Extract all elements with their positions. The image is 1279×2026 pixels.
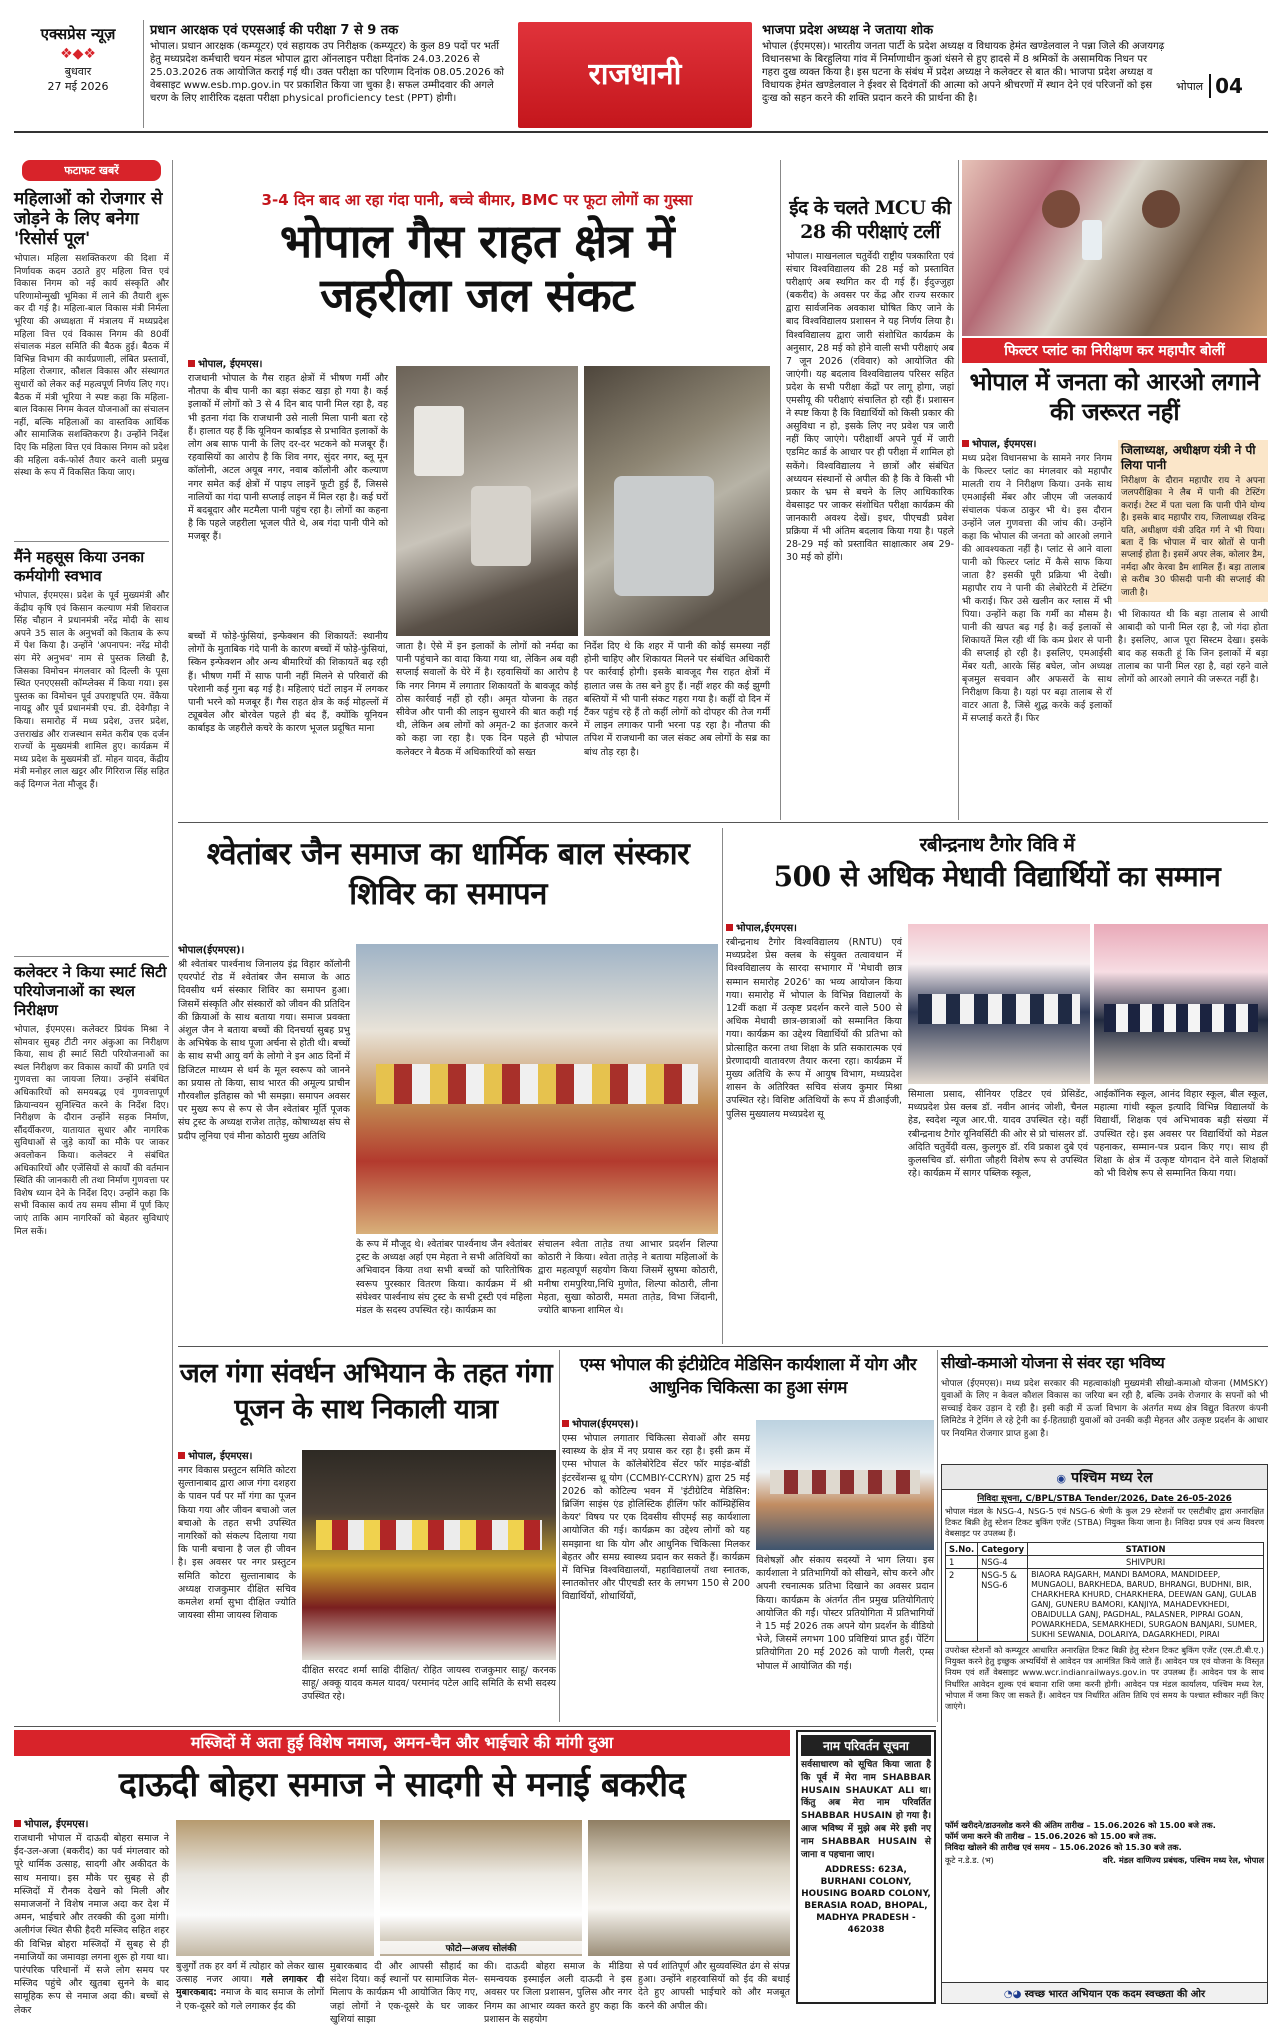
name-change-address: ADDRESS: 623A, BURHANI COLONY, HOUSING BOARD COLONY, BERASIA ROAD, BHOPAL, MADHYA PRADESH - 462038 [801,1865,931,1936]
top-right-headline: भाजपा प्रदेश अध्यक्ष ने जताया शोक [762,23,934,38]
section-rule [178,1346,1268,1347]
lead-body-c: निर्देश दिए थे कि शहर में पानी की कोई समस्या नहीं होनी चाहिए और शिकायत मिलने पर संबंधित अधिकारी पर कार्रवाई होगी। इसके बावजूद गैस राहत क्षेत्रों में हालात जस के तस बने हुए हैं। नहीं शहर की कई झुग्गी बस्तियों में भी पानी संकट गहरा गया है। कहीं दो दिन में टैंकर पहुंच रहे हैं तो कहीं लोगों को दोपहर की तेज गर्मी में लाइन लगाकर पानी भरना पड़ रहा है। नौतपा की तपिश में राजधानी का जल संकट अब लोगों के सब्र का बांध तोड़ रहा है। [584,641,770,758]
rntu-byline-text: भोपाल,ईएमएस। [736,923,797,934]
jain-col-1 [178,942,350,1342]
ganga-byline-text: भोपाल, ईएमएस। [188,1451,253,1462]
top-right-story [762,20,1167,130]
masthead-divider-left [143,20,144,128]
rail-station-table [945,1542,1264,1642]
left-story-3-headline: कलेक्टर ने किया स्मार्ट सिटी परियोजनाओं का स्थल निरीक्षण [14,963,167,1019]
rail-table-wrap [942,1542,1267,1642]
lead-photo-left [396,366,578,636]
rail-sign: वरि. मंडल वाणिज्य प्रबंधक, पश्चिम मध्य रेल, भोपाल [1102,1855,1264,1865]
jain-story [178,828,718,940]
rail-th-category: Category [978,1543,1028,1556]
mayor-side-headline: जिलाध्यक्ष, अधीक्षण यंत्री ने पी लिया पानी [1121,443,1256,472]
byline-marker-icon [962,440,969,447]
page-number: 04 [1209,74,1243,98]
lead-kicker: 3-4 दिन बाद आ रहा गंदा पानी, बच्चे बीमार, BMC पर फूटा लोगों का गुस्सा [261,191,693,209]
bohra-col-3 [330,1960,478,2025]
bohra-col-5 [638,1960,790,2012]
byline-marker-icon [188,360,195,367]
masthead-bottom-rule [14,131,1268,133]
mayor-col-2 [1118,440,1268,818]
bohra-body-d: की। दाऊदी बोहरा समाज के मीडिया समन्वयक इस्माईल अली दाऊदी ने इस अवसर पर जिला प्रशासन, पुलिस और नगर निगम का आभार व्यक्त करते हुए कहा कि प्रशासन के सहयोग [484,1961,632,2025]
swachh-bharat-icon: ◔◕ [1003,1989,1022,2000]
column-divider [172,160,173,1565]
left-column [14,160,169,1565]
left-story-1-headline: महिलाओं को रोजगार से जोड़ने के लिए बनेगा 'रिसोर्स पूल' [14,189,163,249]
top-right-body: भोपाल (ईएमएस)। भारतीय जनता पार्टी के प्रदेश अध्यक्ष व विधायक हेमंत खण्डेलवाल ने पन्ना जिले की अजयगढ़ विधानसभा के बिरहुलिया गांव में निर्माणाधीन कुआं धंसने से हुए हादसे में 8 श्रमिकों के असामयिक निधन पर गहरा दुख व्यक्त किया है। इस घटना के संबंध में प्रदेश अध्यक्ष ने कलेक्टर से बात की। भाजपा प्रदेश अध्यक्ष व विधायक हेमंत खण्डेलवाल ने ईश्वर से दिवंगतों की आत्मा को अपने श्रीचरणों में स्थान देने एवं परिजनों को इस दुःख को सहन करने की शक्ति प्रदान करने की प्रार्थना की है। [762,41,1165,104]
rntu-story [726,828,1268,920]
bohra-photo-panel [380,1820,582,1956]
table-row [946,1556,1264,1569]
devotees-group [316,1520,542,1550]
name-change-title: नाम परिवर्तन सूचना [801,1735,931,1756]
bohra-byline-text: भोपाल, ईएमएस। [24,1819,89,1830]
jain-headline: श्वेतांबर जैन समाज का धार्मिक बाल संस्कार शिविर का समापन [206,836,690,912]
aiims-body-b: विशेषज्ञों और संकाय सदस्यों ने भाग लिया। इस कार्यशाला ने प्रतिभागियों को सीखने, सोच करने और अपनी रचनात्मक प्रतिभा दिखाने का अवसर प्रदान किया। कार्यक्रम के अंतर्गत तीन प्रमुख प्रतियोगिताएं आयोजित की गईं। पोस्टर प्रतियोगिता में प्रतिभागियों ने 15 मई 2026 तक अपने योग प्रदर्शन के वीडियो भेजे, जिसमें लगभग 100 प्रविष्टियां प्राप्त हुईं। पेंटिंग प्रतियोगिता 20 मई 2026 को पाणी गैलरी, एम्स भोपाल में आयोजित की गई। [756,1555,934,1672]
rail-body: उपरोक्त स्टेशनों को कम्प्यूटर आधारित अनारक्षित टिकट बिक्री हेतु स्टेशन टिकट बुकिंग एजेंट (एस.टी.बी.ए.) नियुक्त करने हेतु इच्छुक अभ्यर्थियों से आवेदन पत्र आमंत्रित किये जाते हैं। आवेदन पत्र एवं योजना के विस्तृत नियम एवं शर्तें वेबसाइट www.wcr.indianrailways.gov.in पर उपलब्ध हैं। आवेदन पत्र के साथ निर्धारित आवेदन शुल्क एवं बयाना राशि जमा करनी होगी। आवेदन पत्र मंडल कार्यालय, पश्चिम मध्य रेल, भोपाल में जमा किए जा सकते हैं। आवेदन पत्र निर्धारित अंतिम तिथि एवं समय के पश्चात स्वीकार नहीं किए जाएंगे। [945,1645,1264,1712]
mayor-caption-banner: फिल्टर प्लांट का निरीक्षण कर महापौर बोलीं [962,338,1267,363]
bohra-kicker: मस्जिदों में अता हुई विशेष नमाज, अमन-चैन और भाईचारे की मांगी दुआ [190,1733,614,1752]
bohra-headline-box [14,1758,790,1814]
table-row [946,1569,1264,1642]
rail-cell: BIAORA RAJGARH, MANDI BAMORA, MANDIDEEP, MUNGAOLI, BARKHEDA, BARUD, BHRANGI, BUDHNI, BIR, CHARKHERA KHURD, CHARKHERA, DEEWAN GANJ, GULAB GANJ, GUNERU BAMORI, KANJIYA, MAHADEVKHEDI, OBAIDULLA GANJ, PAGDHAL, PALASNER, PIPRAI GOAN, POWARKHEDA, SEMARKHEDI, SURGAON BANJARI, SUMER, SUKHI SEWANIA, DOLARIYA, DAGARKHEDI, PIRAI [1028,1569,1264,1642]
attendees-group [770,1470,920,1494]
rail-footer [942,1982,1267,2003]
mayor-headline: भोपाल में जनता को आरओ लगाने की जरूरत नहीं [969,367,1260,426]
lead-col-3 [584,640,770,812]
rail-date-2: फॉर्म जमा करने की तारीख – 15.06.2026 को 15.00 बजे तक. [945,1831,1157,1841]
quick-news-tag: फटाफट खबरें [22,160,161,181]
mayor-photo [962,160,1267,336]
day-label: बुधवार [64,65,92,78]
bohra-col-4 [484,1960,632,2025]
bohra-photo-panel [588,1820,790,1956]
jain-byline-text: भोपाल(ईएमएस)। [178,945,245,956]
sikho-story [941,1352,1268,1464]
aiims-col-1 [562,1416,750,1720]
masthead [0,0,1279,130]
rntu-byline [726,920,902,934]
left-story-3-body: भोपाल, ईएमएस। कलेक्टर प्रियंक मिश्रा ने सोमवार सुबह टीटी नगर अंकुआ का निरीक्षण किया, साथ ही स्मार्ट सिटी परियोजनाओं का स्थल निरीक्षण कर विकास कार्यों की प्रगति एवं गुणवत्ता का जायजा लिया। उन्होंने संबंधित अधिकारियों को समयबद्ध एवं गुणवत्तापूर्ण क्रियान्वयन सुनिश्चित करने के निर्देश दिए। निरीक्षण के दौरान उन्होंने सड़क निर्माण, सौंदर्यीकरण, यातायात सुधार और नागरिक सुविधाओं से जुड़े कार्यों का मौके पर जाकर अवलोकन किया। कलेक्टर ने संबंधित अधिकारियों और एजेंसियों से कार्यों की वर्तमान स्थिति की जानकारी ली तथा निर्माण गुणवत्ता पर विशेष ध्यान देने के निर्देश दिए। उन्होंने कहा कि सभी विकास कार्य तय समय सीमा में पूर्ण किए जाएं ताकि आम नागरिकों को बेहतर सुविधाएं मिल सकें। [14,1025,169,1237]
lead-col-1 [188,356,388,810]
section-rule [14,1726,936,1727]
byline-marker-icon [14,1820,21,1827]
page-label [1176,74,1276,98]
mayor-body: मध्य प्रदेश विधानसभा के सामने नगर निगम के फिल्टर प्लांट का मंगलवार को महापौर मालती राय ने निरीक्षण किया। उनके साथ एमआईसी मेंबर और जीएम जी जलकार्य संचालक पंकज ठाकुर भी थे। इस दौरान उन्होंने जल गुणवत्ता की जांच की। उन्होंने कहा कि भोपाल की जनता को आरओ लगाने की आवश्यकता नहीं है। प्लांट से आने वाला पानी को फिल्टर प्लांट में कैसे साफ किया जाता है? इसकी पूरी प्रक्रिया भी देखी। महापौर राय ने पानी की लेबोरेटरी में टेस्टिंग भी कराई। फिर उसे खलीन कर ग्लास में भी पिया। उन्होंने कहा कि गर्मी का मौसम है। पानी की खपत बढ़ गई है। कई इलाकों से शिकायतें मिल रही थीं कि कम प्रेशर से पानी की सप्लाई हो रही है। इसलिए, एमआईसी मेंबर यती, आरके सिंह बघेल, जोन अध्यक्ष बृजमुल सचवान और अफसरों के साथ निरीक्षण किया है। यहां पर बढ़ा तालाब से रॉ वाटर आता है, जिसे शुद्ध करके कई इलाकों में सप्लाई करते हैं। फिर [962,453,1112,724]
bohra-body-e: से पर्व शांतिपूर्ण और सुव्यवस्थित ढंग से संपन्न हुआ। उन्होंने शहरवासियों को ईद की बधाई देते हुए आपसी भाईचारे को और मजबूत करने की अपील की। [638,1961,790,2012]
rntu-kicker: रबीन्द्रनाथ टैगोर विवि में [919,834,1075,856]
column-divider [722,828,723,1344]
ganga-col-1 [178,1448,296,1720]
lead-body-b: जाता है। ऐसे में इन इलाकों के लोगों को नर्मदा का पानी पहुंचाने का वादा किया गया था, लेकिन अब वही सप्लाई सवालों के घेरे में है। रहवासियों का आरोप है कि नगर निगम में लगातार शिकायतों के बावजूद कोई ठोस कार्रवाई नहीं हो रही। अमृत योजना के तहत सीवेज और पानी की लाइन सुधारने की बात कही गई थी, लेकिन अब लोगों को अमृत-2 का इंतजार करने को कहा जा रहा है। एक दिन पहले ही भोपाल कलेक्टर ने बैठक में अधिकारियों को सख्त [396,641,578,758]
rail-th-station: STATION [1028,1543,1264,1556]
left-divider [14,956,169,957]
mcu-story [786,196,954,816]
mcu-body: भोपाल। माखनलाल चतुर्वेदी राष्ट्रीय पत्रकारिता एवं संचार विश्वविद्यालय की 28 मई को प्रस्तावित परीक्षाएं अब स्थगित कर दी गई हैं। ईदुज्जुहा (बकरीद) के अवसर पर केंद्र और राज्य सरकार द्वारा सार्वजनिक अवकाश घोषित किए जाने के बाद विश्वविद्यालय प्रशासन ने यह निर्णय लिया है। विश्वविद्यालय द्वारा जारी संशोधित कार्यक्रम के अनुसार, 28 मई को होने वाली सभी परीक्षाएं अब 7 जून 2026 (रविवार) को आयोजित की जाएंगी। यह बदलाव विश्वविद्यालय परिसर सहित प्रदेश के सभी परीक्षा केंद्रों पर लागू होगा, जहां एमसीयू की परीक्षाएं संचालित हो रही हैं। प्रशासन ने स्पष्ट किया है कि विद्यार्थियों को किसी प्रकार की असुविधा न हो, इसके लिए नए प्रवेश पत्र जारी नहीं किए जाएंगे। परीक्षार्थी अपने पूर्व में जारी एडमिट कार्ड के आधार पर ही परीक्षा में शामिल हो सकेंगे। विश्वविद्यालय ने छात्रों और संबंधित अध्ययन संस्थानों से अपील की है कि वे किसी भी प्रकार के भ्रम से बचने के लिए आधिकारिक वेबसाइट पर जाकर संशोधित परीक्षा कार्यक्रम की जानकारी अवश्य देखें। इधर, पीएचडी प्रवेश प्रक्रिया में भी अंतिम बदलाव किया गया है। पहले 28-29 मई को प्रस्तावित साक्षात्कार अब 29-30 मई को होंगे। [786,251,954,564]
person-head [1042,190,1080,228]
column-divider [937,1350,938,1722]
rail-cell: 1 [946,1556,978,1569]
column-divider [780,160,781,820]
ganga-body-b: दीक्षित सरदट शर्मा साक्षि दीक्षित/ रोहित जायस्व राजकुमार साहू/ करनक साहू/ अक्कू यादव कमल यादव/ परमानंद पटेल आदि समिति के सभी सदस्य उपस्थित रहे। [302,1665,556,1703]
byline-marker-icon [178,1452,185,1459]
lead-headline-line2: जहरीला जल संकट [320,268,634,322]
rntu-photo-left [908,924,1090,1084]
jain-photo [356,944,718,1234]
name-change-body: सर्वसाधारण को सूचित किया जाता है कि पूर्व में मेरा नाम SHABBAR HUSAIN SHAUKAT ALI था। किंतु अब मेरा नाम परिवर्तित SHABBAR HUSAIN हो गया है। आज भविष्य में मुझे अब मेरे इसी नए नाम SHABBAR HUSAIN से जाना व पहचाना जाए। [801,1760,931,1860]
ganga-byline [178,1448,296,1462]
column-divider [958,160,959,820]
children-group [376,1064,698,1104]
rail-cell: 2 [946,1569,978,1642]
jain-body-a: श्री श्वेतांबर पार्श्वनाथ जिनालय इंद्र विहार कॉलोनी एयरपोर्ट रोड में श्वेतांबर जैन समाज के आठ दिवसीय धर्म संस्कार शिविर का समापन हुआ। जिसमें संस्कृति और संस्कारों को जीवन की प्रतिदिन की क्रियाओं के साथ बताया गया। समाज प्रवक्ता अंशुल जैन ने बताया बच्चों की दिनचर्या सुबह प्रभु के अभिषेक के साथ पूजा अर्चना से होती थी। बच्चों के साथ सभी आयु वर्ग के लोगो ने इन आठ दिनों में डिजिटल माध्यम से धर्म के मूल स्वरूप को जानने का प्रयास तो किया, साथ भारत की अमूल्य प्राचीन गौरवशील इतिहास को भी समझा। समापन अवसर पर मुख्य रूप से रूप से जैन श्वेतांबर मूर्ति पूजक संघ ट्रस्ट के अध्यक्ष राजेश ताते़ड़, कोषाध्यक्ष संघ से प्रदीप लूनिया एवं मीना कोठारी मुख्य अतिथि [178,959,350,1142]
rail-th-sno: S.No. [946,1543,978,1556]
aiims-headline: एम्स भोपाल की इंटीग्रेटिव मेडिसिन कार्यशाला में योग और आधुनिक चिकित्सा का हुआ संगम [579,1355,917,1398]
students-group [918,994,1080,1024]
rntu-col-1 [726,920,902,1342]
date-label: 27 मई 2026 [47,80,109,93]
ganga-body-a: नगर विकास प्रस्तुटन समिति कोटरा सुल्तानाबाद द्वारा आज गंगा दशहरा के पावन पर्व पर माँ गंगा का पूजन किया गया और जीवन बचाओ जल बचाओ के तहत सभी उपस्थित नागरिकों को संकल्प दिलाया गया कि पानी बचाना है जल ही जीवन है। इस अवसर पर नगर प्रस्तुटन समिति कोटरा सुल्तानाबाद के अध्यक्ष राजकुमार दीक्षित सचिव कमलेश शर्मा सुभा दीक्षित ज्योति जायस्वा सीमा जायस्व शिवाक [178,1465,296,1622]
left-divider [14,541,169,542]
rntu-col-2 [908,1088,1088,1342]
bohra-col-1 [14,1816,169,2016]
bohra-byline [14,1816,169,1830]
mcu-headline: ईद के चलते MCU की 28 की परीक्षाएं टलीं [789,197,951,243]
name-change-notice [796,1730,936,2004]
rntu-headline: 500 से अधिक मेधावी विद्यार्थियों का सम्मान [773,860,1221,893]
water-container [414,406,464,476]
jain-byline [178,942,350,956]
rail-date-1: फॉर्म खरीदने/डाउनलोड करने की अंतिम तारीख – 15.06.2026 को 15.00 बजे तक. [945,1820,1216,1830]
bohra-headline: दाऊदी बोहरा समाज ने सादगी से मनाई बकरीद [118,1765,686,1805]
bohra-photo [176,1820,790,1956]
top-left-headline: प्रधान आरक्षक एवं एएसआई की परीक्षा 7 से 9 तक [150,23,399,38]
top-left-body: भोपाल। प्रधान आरक्षक (कम्प्यूटर) एवं सहायक उप निरीक्षक (कम्प्यूटर) के कुल 89 पदों पर भर्ती हेतु मध्यप्रदेश कर्मचारी चयन मंडल भोपाल द्वारा ऑनलाइन परीक्षा दिनांक 24.03.2026 से 25.03.2026 तक आयोजित कराई गई थी। उक्त परीक्षा का परिणाम दिनांक 08.05.2026 को वेबसाइट www.esb.mp.gov.in पर प्रकाशित किया जा चुका है। सफल उम्मीदवार की अगले चरण के लिए शारीरिक दक्षता परीक्षा physical proficiency test (PPT) होगी। [150,41,505,104]
ganga-col-2 [302,1664,556,1720]
jain-col-2 [356,1238,532,1342]
photo-credit: फोटो—अजय सोलंकी [380,1941,582,1954]
sikho-body: भोपाल (ईएमएस)। मध्य प्रदेश सरकार की महत्वाकांक्षी मुख्यमंत्री सीखो-कमाओ योजना (MMSKY) युवाओं के लिए न केवल कौशल विकास का जरिया बन रही है, बल्कि उनके रोजगार के सपनों को भी सच्चाई देकर उड़ान दे रही है। इसी कड़ी में ऊर्जा विभाग के अंतर्गत मध्य क्षेत्र विद्युत वितरण कंपनी लिमिटेड ने ट्रेनिंग ले रहे ट्रेनी का ई-हितग्राही युवाओं को उनकी कड़ी मेहनत और उत्कृष्ट प्रदर्शन के आधार पर नियमित रोजगार प्राप्त हुआ है। [941,1379,1268,1439]
rail-date-3: निविदा खोलने की तारीख एवं समय – 15.06.2026 को 15.30 बजे तक. [945,1842,1182,1852]
rail-logo-icon: ◉ [1056,1472,1066,1485]
ganga-photo [302,1450,556,1660]
rail-code: कूटे न.डे.ड. (भ) [945,1855,994,1865]
rail-cell: SHIVPURI [1028,1556,1264,1569]
aiims-byline [562,1416,750,1430]
rntu-body-b: सिमाला प्रसाद, सीनियर एडिटर एवं प्रेसिडेंट, मध्यप्रदेश प्रेस क्लब डॉ. नवीन आनंद जोशी, चैनल हेड, स्वदेश न्यूज आर.पी. यादव उपस्थित रहे। वहीं रबीन्द्रनाथ टैगोर यूनिवर्सिटी की ओर से प्रो चांसलर डॉ. अदिति चतुर्वेदी वत्स, कुलगुरु डॉ. रवि प्रकाश दुबे एवं कुलसचिव डॉ. संगीता जौहरी विशेष रूप से उपस्थित रहे। कार्यक्रम में सागर पब्लिक स्कूल, [908,1089,1088,1180]
lead-col-2 [396,640,578,812]
mayor-side-box [1118,440,1268,602]
rail-table-header [946,1543,1264,1556]
mayor-tail: भी शिकायत थी कि बड़ा तालाब से आधी आबादी को पानी मिल रहा है, जो गंदा होता है। इसलिए, आज पूरा सिस्टम देखा। इसके बाद कह सकती हूं कि जिन इलाकों में बड़ा तालाब का पानी मिल रहा है, वहां रहने वाले लोगों को आरओ लगाने की जरूरत नहीं है। [1118,609,1268,686]
rail-notice [941,1464,1268,2004]
water-glass [1082,220,1102,260]
rntu-photo-right [1094,924,1268,1084]
bohra-body-a: राजधानी भोपाल में दाऊदी बोहरा समाज ने ईद-उल-अजा (बकरीद) का पर्व मंगलवार को पूरे धार्मिक उत्साह, सादगी और अकीदत के साथ मनाया। इस मौके पर सुबह से ही मस्जिदों में रौनक देखने को मिली और समाजजनों ने विशेष नमाज अदा कर देश में अमन, भाईचारे और तरक्की की दुआ मांगी। अलीगंज स्थित सैफी हैदरी मस्जिद सहित शहर की विभिन्न बोहरा मस्जिदों में सुबह से ही नमाजियों का जमावड़ा लगना शुरू हो गया था। पारंपरिक परिधानों में सजे लोग समय पर मस्जिद पहुंचे और खुतबा सुनने के बाद सामूहिक रूप से नमाज अदा की। बच्चों से लेकर [14,1833,169,2016]
bohra-body-b2-text: नमाज के बाद समाज के लोगों ने एक-दूसरे को गले लगाकर ईद की [176,1987,325,2012]
aiims-col-2 [756,1554,934,1720]
students-group [1104,1004,1258,1032]
section-rule [178,822,1268,823]
lead-headline-line1: भोपाल गैस राहत क्षेत्र में [279,214,675,268]
rail-footer-text: स्वच्छ भारत अभियान एक कदम स्वच्छता की ओर [1024,1989,1206,2000]
bohra-photo-panel [176,1820,374,1956]
bohra-subhead: गले लगाकर दी मुबारकबाद: [176,1974,324,1999]
mayor-col-1 [962,436,1112,818]
left-story-2-headline: मैंने महसूस किया उनका कर्मयोगी स्वभाव [14,548,145,585]
rail-cell: NSG-4 [978,1556,1028,1569]
section-title: राजधानी [588,57,682,92]
rail-title-bar [942,1465,1267,1490]
column-divider [559,1350,560,1722]
jain-col-3 [538,1238,718,1342]
rail-title: पश्चिम मध्य रेल [1071,1470,1153,1486]
jain-body-c: संचालन श्वेता ताते़ड तथा आभार प्रदर्शन शिल्पा कोठारी ने किया। श्वेता ताते़ड़ ने बताया महिलाओं के द्वारा महत्वपूर्ण सहयोग किया जिसमें सुषमा कोठारी, मनीषा रामपुरिया,निधि मुणोत, शिल्पा कोठारी, लीना मेहता, सुखा कोठारी, ममता ताते़ड, विभा जिंदानी, ज्योति बाफना शामिल थे। [538,1239,718,1317]
lead-photo-right [584,366,770,636]
sikho-headline: सीखो-कमाओ योजना से संवर रहा भविष्य [941,1353,1165,1372]
ganga-story [178,1350,554,1448]
brand-name: एक्सप्रेस न्यूज़ [40,25,116,43]
bohra-body-c: मुबारकबाद दी और आपसी सौहार्द का संदेश दिया। कई स्थानों पर सामाजिक मेल-मिलाप के कार्यक्रम भी आयोजित किए गए, जहां लोगों ने एक-दूसरे के घर जाकर खुशियां साझा [330,1961,478,2025]
water-bucket [471,486,531,566]
left-story-2-body: भोपाल, ईएमएस। प्रदेश के पूर्व मुख्यमंत्री और केंद्रीय कृषि एवं किसान कल्याण मंत्री शिवराज सिंह चौहान ने प्रधानमंत्री नरेंद्र मोदी के साथ अपने 35 साल के अनुभवों को किताब के रूप में पेश किया है। उन्होंने 'अपनापन: नरेंद्र मोदी संग मेरे अनुभव' नाम से पुस्तक लिखी है, जिसका विमोचन मंगलवार को दिल्ली के पूसा स्थित एनएएससी कॉम्प्लेक्स में किया गया। इस पुस्तक का विमोचन पूर्व उपराष्ट्रपति एम. वेंकैया नायडू और पूर्व प्रधानमंत्री एच. डी. देवेगौड़ा ने किया। समारोह में मध्य प्रदेश, उत्तर प्रदेश, उत्तराखंड और राजस्थान समेत करीब एक दर्जन राज्यों के मुख्यमंत्री शामिल हुए। कार्यक्रम में मध्य प्रदेश के मुख्यमंत्री डॉ. मोहन यादव, केंद्रीय मंत्री मनोहर लाल खट्टर और गिरिराज सिंह सहित कई दिग्गज नेता मौजूद हैं। [14,591,169,790]
aiims-photo [756,1420,934,1550]
lead-byline [188,356,388,370]
person-head [1142,190,1180,228]
top-left-story [150,20,508,130]
brand-block [18,24,138,114]
water-barrel [614,476,714,596]
brand-logo-icon: ❖◆❖ [60,46,96,62]
jain-body-b: के रूप में मौजूद थे। श्वेतांबर पार्श्वनाथ जैन श्वेतांबर ट्रस्ट के अध्यक्ष अर्हा एम मेहता ने सभी अतिथियों का अभिवादन किया तथा सभी बच्चों को पारितोषिक स्वरूप पुरस्कार वितरण किया। कार्यक्रम में श्री संघेश्वर पार्श्वनाथ संघ ट्रस्ट के सभी ट्रस्टी एवं महिला मंडल के सदस्य उपस्थित रहे। कार्यक्रम का [356,1239,532,1317]
mayor-byline [962,436,1112,450]
rail-cell: NSG-5 & NSG-6 [978,1569,1028,1642]
city-label: भोपाल [1176,79,1204,93]
ganga-headline: जल गंगा संवर्धन अभियान के तहत गंगा पूजन के साथ निकाली यात्रा [179,1358,553,1425]
lead-body-a2: बच्चों में फोड़े-फुंसियां, इन्फेक्शन की शिकायतें: स्थानीय लोगों के मुताबिक गंदे पानी के कारण बच्चों में फोड़े-फुंसियां, स्किन इन्फेक्शन और अन्य बीमारियों की शिकायतें बढ़ रही हैं। भीषण गर्मी में साफ पानी नहीं मिलने से परिवारों की परेशानी कई गुना बढ़ गई है। महिलाएं घंटों लाइन में लगकर पानी भरने को मजबूर हैं। गैस राहत क्षेत्र के कई मोहल्लों में ट्यूबवेल और बोरवेल पहले ही बंद हैं, क्योंकि यूनियन कार्बाइड के जहरीले कचरे के कारण भूजल प्रदूषित माना [188,631,388,735]
rail-intro: भोपाल मंडल के NSG-4, NSG-5 एवं NSG-6 श्रेणी के कुल 29 स्टेशनों पर एसटीबीए द्वारा अनारक्षित टिकट बिक्री हेतु स्टेशन टिकट बुकिंग एजेंट (STBA) नियुक्त किया जाना है। निविदा प्रपत्र एवं अन्य विवरण वेबसाइट पर उपलब्ध हैं। [945,1506,1264,1538]
left-story-1-body: भोपाल। महिला सशक्तिकरण की दिशा में निर्णायक कदम उठाते हुए महिला वित्त एवं विकास निगम को नई कार्य संस्कृति और परिणामोन्मुखी भूमिका में लाने की तैयारी शुरू कर दी गई है। महिला-बाल विकास मंत्री निर्मला भूरिया की अध्यक्षता में मंत्रालय में मध्यप्रदेश महिला वित्त एवं विकास निगम की 80वीं संचालक मंडल समिति की बैठक हुई। बैठक में विभिन्न विभाग की कार्यप्रणाली, लंबित प्रस्तावों, महिला रोजगार, कौशल विकास और संस्थागत सुधारों को लेकर कई महत्वपूर्ण निर्णय लिए गए। बैठक में मंत्री भूरिया ने स्पष्ट कहा कि महिला-बाल विकास निगम केवल योजनाओं का संचालन नहीं, बल्कि महिलाओं का वास्तविक आर्थिक और सामाजिक सशक्तिकरण है। उन्होंने निर्देश दिए कि महिला वित्त एवं विकास निगम को प्रदेश की महिला वर्क-फोर्स तैयार करने वाली प्रमुख संस्था के रूप में विकसित किया जाए। [14,254,169,479]
rntu-body-c: आईकॉनिक स्कूल, आनंद विहार स्कूल, बील स्कूल, महात्मा गांधी स्कूल इत्यादि विभिन्न विद्यालयों के विद्यार्थी, शिक्षक एवं अभिभावक बड़ी संख्या में उपस्थित रहे। इस अवसर पर विद्यार्थियों को मेडल पहनाकर, सम्मान-पत्र प्रदान किए गए। साथ ही शिक्षा के क्षेत्र में उत्कृष्ट योगदान देने वाले शिक्षकों को भी विशेष रूप से सम्मानित किया गया। [1094,1089,1268,1180]
bohra-col-2 [176,1960,325,2012]
lead-byline-text: भोपाल, ईएमएस। [198,359,263,370]
aiims-story [562,1350,934,1416]
aiims-byline-text: भोपाल(ईएमएस)। [572,1419,639,1430]
rail-subtitle: निविदा सूचना, C/BPL/STBA Tender/2026, Date 26-05-2026 [977,1494,1232,1504]
rntu-col-3 [1094,1088,1268,1342]
lead-body-a: राजधानी भोपाल के गैस राहत क्षेत्रों में भीषण गर्मी और नौतपा के बीच पानी का बड़ा संकट खड़ा हो गया है। कई इलाकों में लोगों को 3 से 4 दिन बाद पानी मिल रहा है, वह भी इतना गंदा कि राजधानी उसे नाली मिला पानी बता रहे हैं। हालात यह हैं कि यूनियन कार्बाइड से प्रभावित इलाकों के लोग अब साफ पानी के लिए दर-दर भटकने को मजबूर हैं। रहवासियों का आरोप है कि शिव नगर, सुंदर नगर, ब्लू मून कॉलोनी, अटल अयूब नगर, नवाब कॉलोनी और कल्याण नगर समेत कई क्षेत्रों में पाइप लाइनें फूटी हुई हैं, जिससे नालियों का गंदा पानी सप्लाई लाइन में मिल रहा है। कई घरों में बदबूदार और मटमैला पानी पहुंच रहा है। लोगों का कहना है कि पहले जहरीला भूजल पीते थे, अब गंदा पानी पीने को मजबूर हैं। [188,373,388,543]
rail-signature [942,1853,1267,1868]
bohra-body-b-text: बुजुर्गों तक हर वर्ग में त्योहार को लेकर खास उत्साह नजर आया। [176,1961,324,1986]
mayor-byline-text: भोपाल, ईएमएस। [972,439,1037,450]
bohra-kicker-bar [14,1730,790,1756]
byline-marker-icon [562,1420,569,1427]
mayor-side-body: निरीक्षण के दौरान महापौर राय ने अपना जलपरीक्षिका ने लैब में पानी की टेस्टिंग कराई। टेस्ट में पता चला कि पानी पीने योग्य है। इसके बाद महापौर राय, जिलाध्यक्ष रविन्द्र यति, अधीक्षण यंत्री उदित गर्ग ने भी पिया। बता दें कि भोपाल में चार स्रोतों से पानी सप्लाई होता है। इसमें अपर लेक, कोलार डैम, नर्मदा और केरवा डैम शामिल हैं। बड़ा तालाब से करीब 30 फीसदी पानी की सप्लाई की जाती है। [1121,476,1265,598]
bohra-body-b [176,1960,324,2013]
rail-dates [942,1820,1267,1853]
section-banner [518,22,752,128]
byline-marker-icon [726,924,733,931]
aiims-body-a: एम्स भोपाल लगातार चिकित्सा सेवाओं और समग्र स्वास्थ्य के क्षेत्र में नए प्रयास कर रहा है। इसी क्रम में एम्स भोपाल के कॉलेबोरेटिव सेंटर फॉर माइंड-बॉडी इंटरवेंशन्स थ्रू योग (CCMBIY-CCRYN) द्वारा 25 मई 2026 को कोटिल्य भवन में 'इंटीग्रेटिव मेडिसिन: ब्रिजिंग साइंस एंड होलिस्टिक हीलिंग फॉर कॉम्प्रिहेंसिव केयर' विषय पर एक दिवसीय सीएमई सह कार्यशाला आयोजित की गई। कार्यक्रम का उद्देश्य लोगों को यह समझाना था कि योग और आधुनिक चिकित्सा मिलकर बेहतर और समग्र स्वास्थ्य प्रदान कर सकते हैं। कार्यक्रम में विभिन्न विश्वविद्यालयों, महाविद्यालयों तथा स्नातक, स्नातकोत्तर और पीएचडी स्तर के लगभग 150 से 200 विद्यार्थियों, शोधार्थियों, [562,1433,750,1603]
rntu-body-a: रबीन्द्रनाथ टैगोर विश्वविद्यालय (RNTU) एवं मध्यप्रदेश प्रेस क्लब के संयुक्त तत्वावधान में विश्वविद्यालय के सारदा सभागार में 'मेधावी छात्र सम्मान समारोह 2026' का भव्य आयोजन किया गया। समारोह में भोपाल के विभिन्न विद्यालयों के 12वीं कक्षा में उत्कृष्ट प्रदर्शन करने वाले 500 से अधिक मेधावी छात्र-छात्राओं को सम्मानित किया गया। कार्यक्रम का उद्देश्य विद्यार्थियों की प्रतिभा को प्रोत्साहित करना तथा शिक्षा के प्रति सकारात्मक एवं प्रेरणादायी वातावरण तैयार करना रहा। कार्यक्रम में मुख्य अतिथि के रूप में आयुष विभाग, मध्यप्रदेश शासन के अतिरिक्त सचिव संजय कुमार मिश्रा उपस्थित रहे। विशिष्ट अतिथियों के रूप में डीआईजी, पुलिस मुख्यालय मध्यप्रदेश सू [726,937,902,1120]
